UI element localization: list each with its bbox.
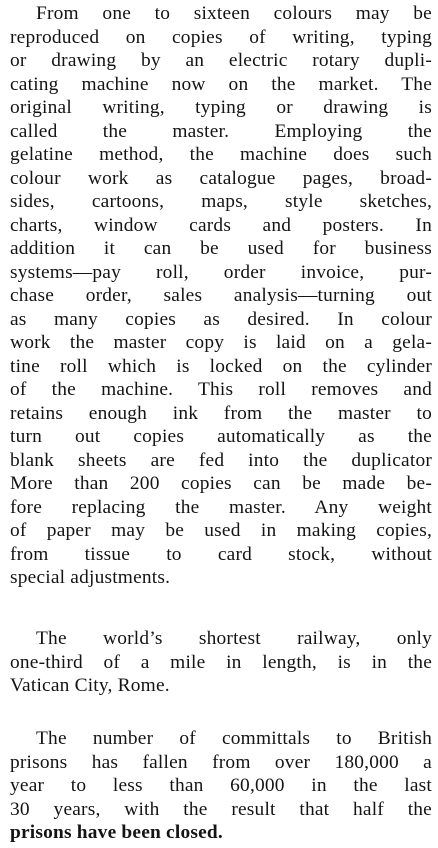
text-line: work the master copy is laid on a gela-	[10, 332, 432, 353]
text-line: prisons has fallen from over 180,000 a	[10, 751, 432, 773]
text-line: as many copies as desired. In colour	[10, 308, 432, 330]
text-line: colour work as catalogue pages, broad-	[10, 167, 432, 189]
paragraph-british-prisons	[10, 727, 432, 845]
text-line: The number of committals to British	[36, 728, 432, 749]
text-line: More than 200 copies can be made be-	[10, 473, 432, 494]
text-line: reproduced on copies of writing, typing	[10, 26, 432, 48]
text-line: addition it can be used for business	[10, 238, 432, 259]
text-line: from tissue to card stock, without	[10, 543, 432, 565]
text-line: turn out copies automatically as the	[10, 426, 432, 447]
text-line: 30 years, with the result that half the	[10, 798, 432, 820]
text-line: systems—pay roll, order invoice, pur-	[10, 261, 432, 283]
text-line: original writing, typing or drawing is	[10, 97, 432, 118]
text-line: special adjustments.	[10, 567, 171, 588]
paragraph-duplicating-machine	[10, 2, 432, 590]
text-line: prisons have been closed.	[10, 822, 223, 843]
text-line: of paper may be used in making copies,	[10, 520, 432, 541]
text-line: cating machine now on the market. The	[10, 73, 432, 95]
text-line: From one to sixteen colours may be	[36, 3, 432, 24]
text-line: or drawing by an electric rotary dupli-	[10, 50, 432, 71]
text-line: tine roll which is locked on the cylinder	[10, 355, 432, 377]
text-line: chase order, sales analysis—turning out	[10, 285, 432, 306]
text-line: charts, window cards and posters. In	[10, 214, 432, 236]
text-line: called the master. Employing the	[10, 120, 432, 142]
text-line: year to less than 60,000 in the last	[10, 775, 432, 796]
text-line: The world’s shortest railway, only	[36, 628, 432, 649]
text-line: Vatican City, Rome.	[10, 675, 170, 696]
text-line: one-third of a mile in length, is in the	[10, 651, 432, 673]
text-line: retains enough ink from the master to	[10, 402, 432, 424]
paragraph-shortest-railway	[10, 627, 432, 698]
text-line: gelatine method, the machine does such	[10, 144, 432, 165]
text-line: sides, cartoons, maps, style sketches,	[10, 191, 432, 212]
text-line: of the machine. This roll removes and	[10, 379, 432, 400]
text-line: fore replacing the master. Any weight	[10, 496, 432, 518]
text-line: blank sheets are fed into the duplicator	[10, 449, 432, 471]
